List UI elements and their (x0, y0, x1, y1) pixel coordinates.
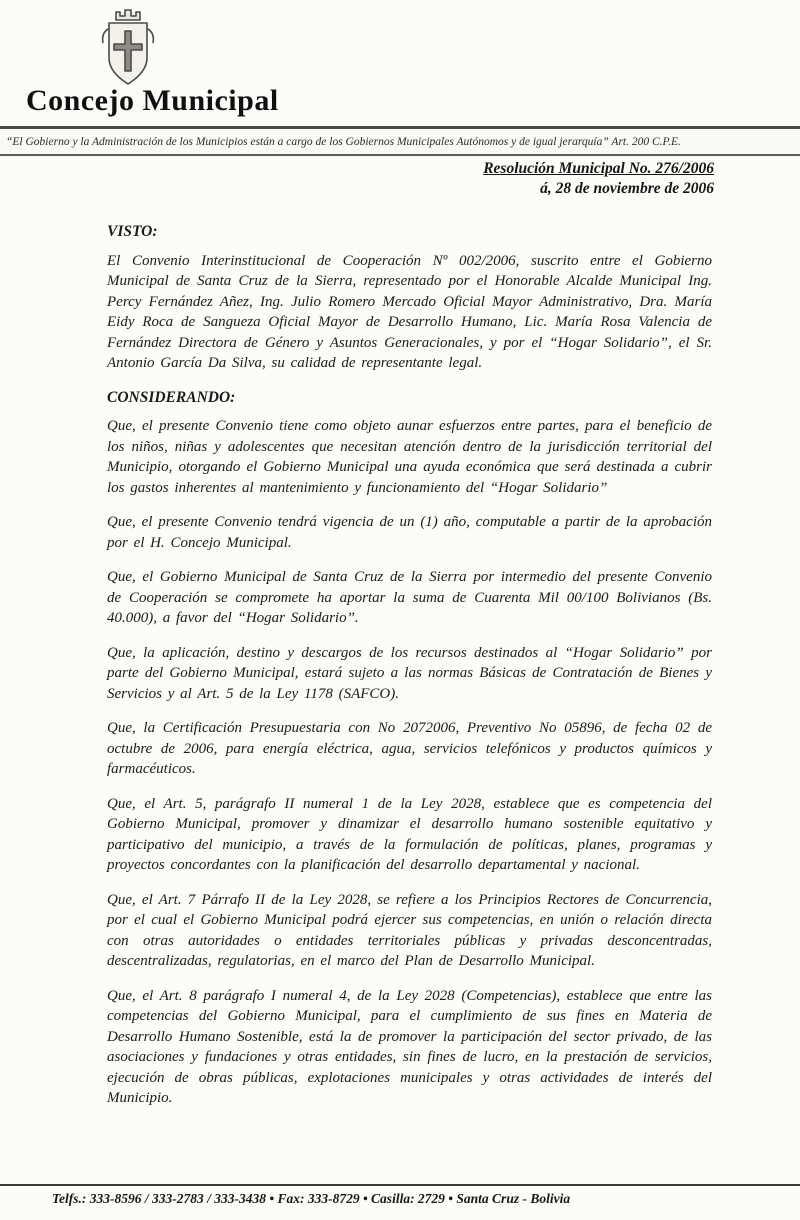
considerando-paragraph-4: Que, la aplicación, destino y descargos de los recursos destinados al “Hogar Solidario” por parte del Gobierno Municipal, estará sujeto a las normas Básicas de Contratación de Bienes y Servicios y al Art. 5 de la Ley 1178 (SAFCO). (107, 644, 712, 702)
constitution-quote: “El Gobierno y la Administración de los Municipios están a cargo de los Gobiernos Municipales Autónomos y de igual jerarquía” Art. 200 C.P.E. (6, 136, 681, 148)
contact-line: Telfs.: 333-8596 / 333-2783 / 333-3438 • Fax: 333-8729 • Casilla: 2729 • Santa Cruz - Bolivia (52, 1191, 571, 1206)
considerando-paragraph-2: Que, el presente Convenio tendrá vigencia de un (1) año, computable a partir de la aprobación por el H. Concejo Municipal. (107, 514, 712, 551)
considerando-paragraph-5: Que, la Certificación Presupuestaria con No 2072006, Preventivo No 05896, de fecha 02 de octubre de 2006, para energía eléctrica, agua, servicios telefónicos y productos químicos y farmacéuticos. (107, 720, 712, 777)
coat-of-arms (96, 6, 160, 90)
header-quote-band (0, 126, 800, 156)
resolution-date: á, 28 de noviembre de 2006 (540, 180, 714, 197)
document-body (107, 222, 712, 1123)
page-footer (0, 1184, 800, 1207)
considerando-paragraph-6: Que, el Art. 5, parágrafo II numeral 1 de la Ley 2028, establece que es competencia del Gobierno Municipal, promover y dinamizar el desarrollo humano sostenible equitativo y participativo del municipio, a través de la formulación de políticas, planes, programas y proyectos concordantes con la planificación del desarrollo departamental y nacional. (107, 795, 712, 873)
considerando-paragraph-7: Que, el Art. 7 Párrafo II de la Ley 2028, se refiere a los Principios Rectores de Concurrencia, por el cual el Gobierno Municipal podrá ejercer sus competencias, en unión o relación directa con otras autoridades o entidades territoriales públicas y privadas desconcentradas, descentralizadas, regulatorias, en el marco del Plan de Desarrollo Municipal. (107, 891, 712, 969)
resolution-number: Resolución Municipal No. 276/2006 (483, 160, 714, 177)
considerando-heading: CONSIDERANDO: (107, 388, 236, 406)
org-title: Concejo Municipal (26, 84, 279, 117)
resolution-block (483, 160, 714, 198)
visto-paragraph: El Convenio Interinstitucional de Cooperación Nº 002/2006, suscrito entre el Gobierno Municipal de Santa Cruz de la Sierra, representado por el Honorable Alcalde Municipal Ing. Percy Fernández Añez, Ing. Julio Romero Mercado Oficial Mayor Administrativo, Dra. María Eidy Roca de Sangueza Oficial Mayor de Desarrollo Humano, Lic. María Rosa Valencia de Fernández Directora de Género y Asuntos Generacionales, y por el “Hogar Solidario”, el Sr. Antonio García Da Silva, su calidad de representante legal. (107, 252, 712, 371)
considerando-paragraph-3: Que, el Gobierno Municipal de Santa Cruz de la Sierra por intermedio del presente Convenio de Cooperación se compromete ha aportar la suma de Cuarenta Mil 00/100 Bolivianos (Bs. 40.000), a favor del “Hogar Solidario”. (107, 569, 712, 626)
considerando-paragraph-1: Que, el presente Convenio tiene como objeto aunar esfuerzos entre partes, para el beneficio de los niños, niñas y adolescentes que necesitan atención dentro de la jurisdicción territorial del Municipio, otorgando el Gobierno Municipal una ayuda económica que será destinada a cubrir los gastos inherentes al mantenimiento y funcionamiento del “Hogar Solidario” (107, 418, 712, 496)
considerando-paragraph-8: Que, el Art. 8 parágrafo I numeral 4, de la Ley 2028 (Competencias), establece que entre las competencias del Gobierno Municipal, para el cumplimiento de sus fines en Materia de Desarrollo Humano Sostenible, está la de promover la participación del sector privado, de las asociaciones y fundaciones y otras entidades, sin fines de lucro, en la prestación de servicios, ejecución de obras públicas, explotaciones municipales y otras actividades de interés del Municipio. (107, 987, 712, 1106)
visto-heading: VISTO: (107, 223, 158, 240)
